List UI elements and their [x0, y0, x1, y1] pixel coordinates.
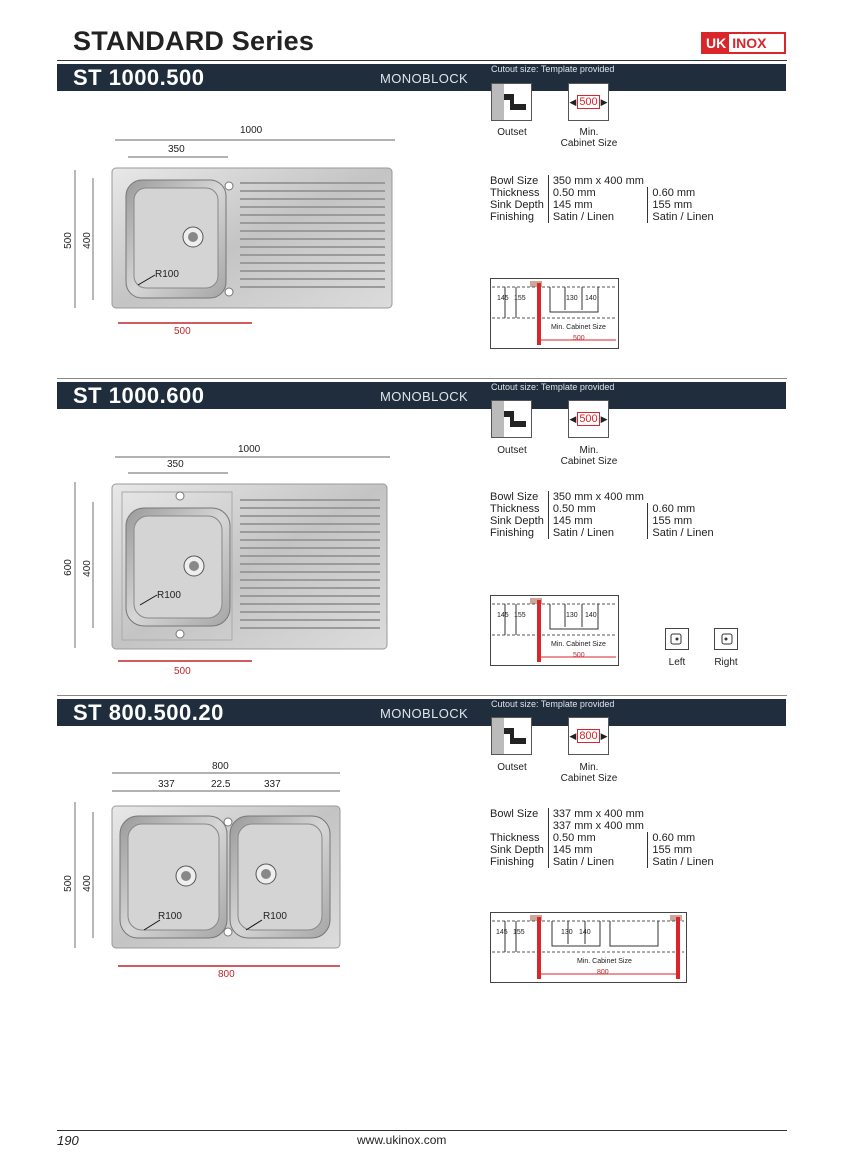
- right-orientation-label: Right: [714, 657, 738, 668]
- spec-label: Finishing: [490, 856, 535, 868]
- cabinet-caption-size: Cabinet Size: [560, 773, 618, 784]
- product-model: ST 1000.500: [73, 65, 205, 90]
- dim-bowl-width: 337: [158, 779, 175, 790]
- section-depth-4: 140: [579, 929, 591, 936]
- section-depth-2: 155: [513, 929, 525, 936]
- page-number: 190: [57, 1133, 79, 1148]
- spec-label: Thickness: [490, 503, 540, 515]
- section-depth-1: 145: [497, 612, 509, 619]
- section-depth-2: 155: [514, 295, 526, 302]
- spec-value: Satin / Linen: [548, 211, 648, 223]
- spec-table: [490, 808, 718, 868]
- spec-value-alt: 0.60 mm: [648, 503, 718, 515]
- spec-value: 145 mm: [548, 844, 648, 856]
- dim-total-height: 600: [62, 559, 74, 576]
- section-diagram: [490, 912, 688, 984]
- header-divider: [57, 60, 787, 61]
- spec-row: [490, 503, 718, 515]
- sink-drawing: [60, 440, 400, 670]
- dim-cabinet: 500: [174, 666, 191, 677]
- dim-radius: R100: [157, 590, 181, 601]
- spec-row: [490, 856, 718, 868]
- spec-label: Thickness: [490, 832, 540, 844]
- dim-radius-2: R100: [263, 911, 287, 922]
- outset-label: Outset: [497, 762, 527, 773]
- product-model: ST 1000.600: [73, 383, 205, 408]
- product-type: MONOBLOCK: [380, 71, 469, 86]
- spec-label: Sink Depth: [490, 515, 544, 527]
- spec-row: [490, 844, 718, 856]
- spec-value: 0.50 mm: [548, 832, 648, 844]
- spec-value-alt: Satin / Linen: [648, 527, 718, 539]
- spec-label: Sink Depth: [490, 844, 544, 856]
- dim-radius: R100: [158, 911, 182, 922]
- cabinet-caption: [556, 445, 622, 467]
- dim-bowl-width: 350: [168, 144, 185, 155]
- dim-total-width: 800: [212, 761, 229, 772]
- outset-icon: [491, 717, 532, 755]
- product-header-bar: [57, 699, 786, 726]
- section-diagram: [490, 278, 620, 349]
- cabinet-size-icon: ◀ 800 ▶: [568, 717, 609, 755]
- section-depth-1: 145: [497, 295, 509, 302]
- spec-value-alt: 0.60 mm: [648, 832, 718, 844]
- spec-label: Sink Depth: [490, 199, 544, 211]
- brand-logo-inox: INOX: [732, 35, 767, 51]
- spec-label: Bowl Size: [490, 808, 539, 820]
- sink-drawing: [60, 120, 400, 340]
- outset-icon: [491, 83, 532, 121]
- spec-label: [490, 820, 548, 832]
- spec-value-alt: 0.60 mm: [648, 187, 718, 199]
- spec-row: [490, 808, 718, 820]
- section-cabinet-value: 500: [573, 335, 585, 342]
- spec-row: [490, 175, 718, 187]
- product-header-bar: [57, 64, 786, 91]
- spec-value: 145 mm: [548, 515, 648, 527]
- section-cabinet-label: Min. Cabinet Size: [577, 958, 632, 965]
- spec-value-alt: 155 mm: [648, 844, 718, 856]
- cabinet-caption: [556, 762, 622, 784]
- spec-value: 350 mm x 400 mm: [548, 175, 648, 187]
- dim-bowl2-width: 337: [264, 779, 281, 790]
- cutout-note: Cutout size: Template provided: [491, 64, 615, 74]
- section-depth-3: 130: [561, 929, 573, 936]
- cabinet-caption-size: Cabinet Size: [560, 456, 618, 467]
- footer-divider: [57, 1130, 787, 1131]
- spec-row: [490, 199, 718, 211]
- section-cabinet-label: Min. Cabinet Size: [551, 324, 606, 331]
- page-title: STANDARD Series: [73, 26, 315, 56]
- dim-cabinet: 500: [174, 326, 191, 337]
- section-diagram: [490, 595, 620, 666]
- spec-row: [490, 491, 718, 503]
- right-orientation-icon: [714, 628, 738, 650]
- spec-table: [490, 491, 718, 539]
- dim-gap-width: 22.5: [211, 779, 231, 790]
- left-orientation-icon: [665, 628, 689, 650]
- section-cabinet-label: Min. Cabinet Size: [551, 641, 606, 648]
- section-depth-4: 140: [585, 612, 597, 619]
- spec-value-alt: 155 mm: [648, 199, 718, 211]
- brand-logo-uk: UK: [703, 34, 729, 52]
- spec-value: 0.50 mm: [548, 187, 648, 199]
- product-model: ST 800.500.20: [73, 700, 224, 725]
- section-depth-4: 140: [585, 295, 597, 302]
- spec-row: [490, 832, 718, 844]
- spec-row: [490, 527, 718, 539]
- spec-row: [490, 515, 718, 527]
- spec-label: Finishing: [490, 211, 535, 223]
- section-divider: [57, 378, 787, 379]
- product-type: MONOBLOCK: [380, 706, 469, 721]
- outset-label: Outset: [497, 127, 527, 138]
- dim-bowl-height: 400: [81, 560, 93, 577]
- sink-drawing: [60, 760, 350, 980]
- cabinet-size-icon: ◀ 500 ▶: [568, 400, 609, 438]
- dim-total-width: 1000: [238, 444, 261, 455]
- dim-bowl-height: 400: [81, 232, 93, 249]
- spec-value: 0.50 mm: [548, 503, 648, 515]
- section-cabinet-value: 500: [573, 652, 585, 659]
- spec-value: Satin / Linen: [548, 856, 648, 868]
- cutout-note: Cutout size: Template provided: [491, 699, 615, 709]
- spec-value-alt: 155 mm: [648, 515, 718, 527]
- outset-label: Outset: [497, 445, 527, 456]
- product-type: MONOBLOCK: [380, 389, 469, 404]
- section-depth-3: 130: [566, 612, 578, 619]
- dim-bowl-width: 350: [167, 459, 184, 470]
- spec-value: 337 mm x 400 mm: [548, 808, 648, 820]
- spec-label: Thickness: [490, 187, 540, 199]
- cabinet-caption-min: Min.: [579, 445, 599, 456]
- spec-row: [490, 187, 718, 199]
- section-depth-2: 155: [514, 612, 526, 619]
- spec-value: 145 mm: [548, 199, 648, 211]
- dim-radius: R100: [155, 269, 179, 280]
- spec-table: [490, 175, 718, 223]
- website-link[interactable]: www.ukinox.com: [357, 1133, 447, 1147]
- spec-label: Bowl Size: [490, 175, 539, 187]
- product-header-bar: [57, 382, 786, 409]
- cabinet-size-value: 500: [579, 96, 598, 108]
- spec-label: Bowl Size: [490, 491, 539, 503]
- spec-row: [490, 820, 718, 832]
- cabinet-size-value: 800: [579, 730, 598, 742]
- spec-value-alt: Satin / Linen: [648, 211, 718, 223]
- dim-total-height: 500: [62, 232, 74, 249]
- spec-value-alt: Satin / Linen: [648, 856, 718, 868]
- spec-value: 337 mm x 400 mm: [548, 820, 648, 832]
- cutout-note: Cutout size: Template provided: [491, 382, 615, 392]
- spec-row: [490, 211, 718, 223]
- section-depth-3: 130: [566, 295, 578, 302]
- section-depth-1: 145: [496, 929, 508, 936]
- cabinet-caption-min: Min.: [579, 127, 599, 138]
- outset-icon: [491, 400, 532, 438]
- dim-cabinet: 800: [218, 969, 235, 980]
- cabinet-caption-min: Min.: [579, 762, 599, 773]
- section-divider: [57, 695, 787, 696]
- cabinet-size-value: 500: [579, 413, 598, 425]
- dim-total-height: 500: [62, 875, 74, 892]
- spec-value: 350 mm x 400 mm: [548, 491, 648, 503]
- spec-label: Finishing: [490, 527, 535, 539]
- brand-logo: [701, 32, 786, 54]
- section-cabinet-value: 800: [597, 969, 609, 976]
- dim-total-width: 1000: [240, 125, 263, 136]
- left-orientation-label: Left: [668, 657, 686, 668]
- cabinet-caption-size: Cabinet Size: [560, 138, 618, 149]
- cabinet-size-icon: ◀ 500 ▶: [568, 83, 609, 121]
- spec-value: Satin / Linen: [548, 527, 648, 539]
- dim-bowl-height: 400: [81, 875, 93, 892]
- cabinet-caption: [556, 127, 622, 149]
